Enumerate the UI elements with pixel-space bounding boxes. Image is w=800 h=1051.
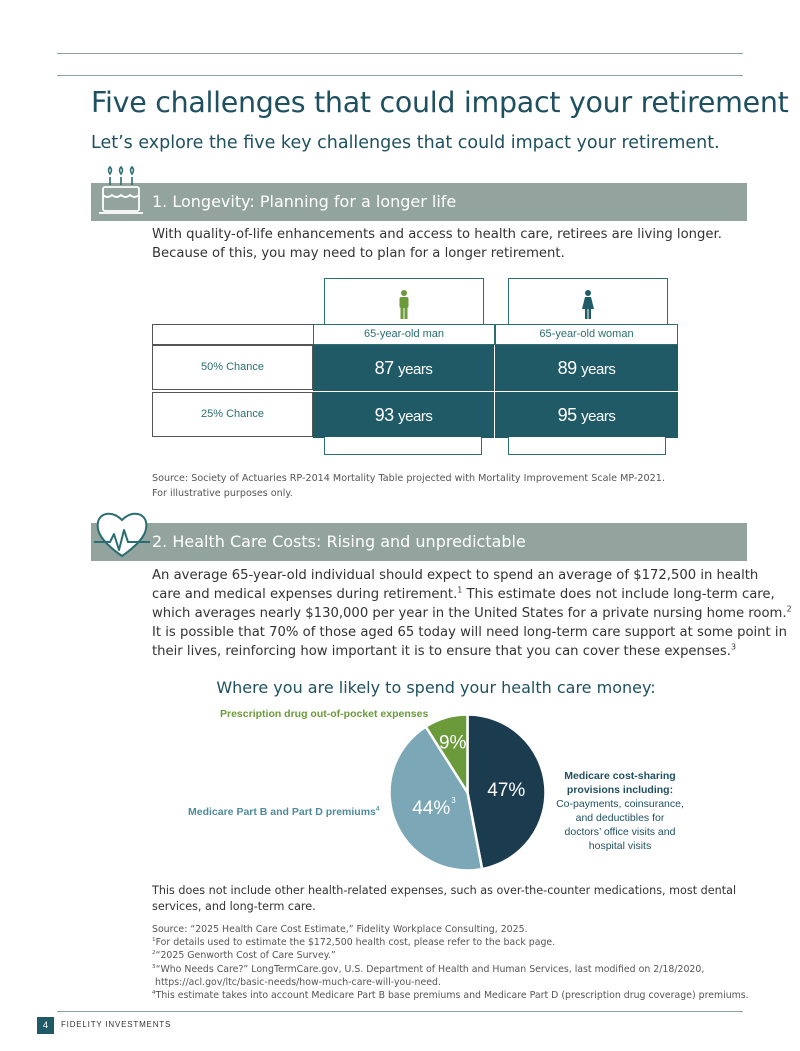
note-line: services, and long-term care. xyxy=(152,899,316,913)
body-text: which averages nearly $130,000 per year in the United States for a private nursing home room. xyxy=(152,606,787,621)
section2-heading: 2. Health Care Costs: Rising and unpredictable xyxy=(152,532,526,551)
cell-num: 87 xyxy=(374,358,394,378)
footnote-mark: 2 xyxy=(152,950,156,957)
label-detail: Co-payments, coinsurance, xyxy=(556,798,684,810)
cell-woman-50 xyxy=(495,345,678,391)
section1-heading: 1. Longevity: Planning for a longer life xyxy=(152,192,457,211)
footnote-text: “2025 Genworth Cost of Care Survey.” xyxy=(155,950,336,962)
row-label-25: 25% Chance xyxy=(152,392,313,437)
chart-title: Where you are likely to spend your health care money: xyxy=(216,678,656,697)
source-line: For illustrative purposes only. xyxy=(152,487,293,499)
source-line: Source: Society of Actuaries RP-2014 Mortality Table projected with Mortality Improvement Scale MP-2021. xyxy=(152,473,665,484)
label-text: Medicare Part B and Part D premiums xyxy=(188,806,376,818)
cell-unit: years xyxy=(581,408,616,425)
pie-value-footnote: 3 xyxy=(451,795,456,805)
footnote-link[interactable]: https://acl.gov/ltc/basic-needs/how-much-care-will-you-need. xyxy=(155,976,441,988)
footnote-mark: 3 xyxy=(152,963,156,970)
footnote-text: “Who Needs Care?” LongTermCare.gov, U.S. Department of Health and Human Services, last modified on 2/18/2020, xyxy=(155,963,705,975)
footnote-4 xyxy=(152,989,749,1002)
top-rule-1 xyxy=(57,53,743,54)
page-number: 4 xyxy=(37,1017,54,1034)
section2-body xyxy=(152,566,792,661)
section2-body-line2 xyxy=(152,585,792,604)
footnote-source: Source: “2025 Health Care Cost Estimate,” Fidelity Workplace Consulting, 2025. xyxy=(152,924,528,935)
label-detail: doctors’ office visits and xyxy=(564,826,676,838)
pie-label-prescription: Prescription drug out-of-pocket expenses xyxy=(220,708,429,720)
section2-body-line1: An average 65-year-old individual should expect to spend an average of $172,500 in health xyxy=(152,568,759,583)
cell-man-50 xyxy=(313,345,494,391)
section2-body-line3 xyxy=(152,604,792,623)
section1-body xyxy=(152,225,722,263)
footnote-ref: 1 xyxy=(457,585,463,595)
label-detail: hospital visits xyxy=(588,840,652,852)
section2-body-line5 xyxy=(152,642,792,661)
footnote-ref: 2 xyxy=(786,604,792,614)
pie-label-cost-sharing xyxy=(546,769,694,853)
pie-value-label: 47% xyxy=(487,779,526,801)
body-text: their lives, reinforcing how important it is to ensure that you can cover these expenses. xyxy=(152,644,731,659)
column-header-man: 65-year-old man xyxy=(313,324,495,345)
cell-num: 93 xyxy=(374,405,394,425)
column-header-woman: 65-year-old woman xyxy=(495,324,678,345)
footnote-text: For details used to estimate the $172,500 health cost, please refer to the back page. xyxy=(155,937,556,949)
table-bottom-man xyxy=(324,437,482,455)
top-rule-2 xyxy=(57,75,743,76)
body-text: This estimate does not include long-term care, xyxy=(462,587,775,602)
page-title: Five challenges that could impact your retirement xyxy=(91,86,789,119)
section1-source xyxy=(152,472,665,501)
cell-unit: years xyxy=(398,361,433,378)
cell-unit: years xyxy=(398,408,433,425)
pie-label-premiums xyxy=(188,806,379,818)
cell-man-25 xyxy=(313,392,494,438)
section1-body-line1: With quality-of-life enhancements and access to health care, retirees are living longer. xyxy=(152,227,722,242)
woman-icon xyxy=(581,290,595,320)
man-icon xyxy=(398,290,410,320)
footnote-3 xyxy=(152,963,749,976)
footnote-ref: 3 xyxy=(730,642,736,652)
label-head: provisions including: xyxy=(566,784,674,796)
footnote-mark: 1 xyxy=(152,937,156,944)
footnote-1 xyxy=(152,936,749,949)
table-header-empty xyxy=(152,324,313,345)
label-detail: and deductibles for xyxy=(575,812,665,824)
cell-woman-25 xyxy=(495,392,678,438)
section2-body-line4: It is possible that 70% of those aged 65 today will need long-term care support at some point in xyxy=(152,625,787,640)
woman-icon-box xyxy=(508,278,668,325)
table-bottom-woman xyxy=(508,437,666,455)
health-care-pie-chart xyxy=(385,710,550,875)
footer-brand: FIDELITY INVESTMENTS xyxy=(61,1020,172,1029)
pie-slices xyxy=(389,715,545,871)
footnote-mark: 4 xyxy=(152,989,156,996)
cell-num: 95 xyxy=(557,405,577,425)
cell-num: 89 xyxy=(557,358,577,378)
man-icon-box xyxy=(324,278,484,325)
section1-band xyxy=(91,183,747,221)
footnote-2 xyxy=(152,949,749,962)
row-label-50: 50% Chance xyxy=(152,345,313,390)
label-head: Medicare cost-sharing xyxy=(564,770,676,782)
footer-rule xyxy=(57,1011,743,1012)
page-subtitle: Let’s explore the five key challenges that could impact your retirement. xyxy=(91,133,720,153)
section2-band xyxy=(91,523,747,561)
note-line: This does not include other health-related expenses, such as over-the-counter medications, most dental xyxy=(152,884,737,897)
pie-value-label: 9% xyxy=(438,732,467,754)
birthday-cake-icon xyxy=(90,165,152,221)
footnote-ref: 4 xyxy=(375,805,380,813)
footnote-text: This estimate takes into account Medicare Part B base premiums and Medicare Part D (prescription drug coverage) premiums. xyxy=(155,990,749,1002)
section2-note xyxy=(152,883,736,914)
footnote-3-url xyxy=(152,976,749,989)
pie-value-label: 44% xyxy=(412,797,451,819)
section1-body-line2: Because of this, you may need to plan for a longer retirement. xyxy=(152,246,565,261)
section2-footnotes xyxy=(152,923,749,1002)
body-text: care and medical expenses during retirement. xyxy=(152,587,458,602)
heart-pulse-icon xyxy=(92,506,152,562)
cell-unit: years xyxy=(581,361,616,378)
